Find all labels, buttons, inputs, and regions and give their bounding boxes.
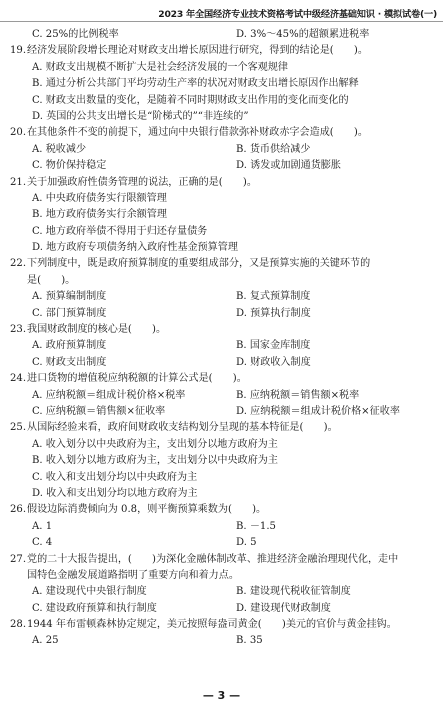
question-number: 19. bbox=[10, 45, 27, 57]
option-a: A. 1 bbox=[32, 520, 53, 532]
question-number: 20. bbox=[10, 127, 27, 139]
option-a: A. 预算编制制度 bbox=[32, 291, 107, 303]
option-d: D. 财政收入制度 bbox=[236, 356, 311, 368]
option-d: D. 应纳税额＝组成计税价格×征收率 bbox=[236, 405, 400, 417]
option-d: D. 3%～45%的超额累进税率 bbox=[236, 29, 370, 40]
question-number: 22. bbox=[10, 258, 27, 270]
question-number: 23. bbox=[10, 324, 27, 336]
option-a: A. 财政支出规模不断扩大是社会经济发展的一个客观规律 bbox=[32, 61, 288, 73]
option-a: A. 25 bbox=[32, 635, 59, 647]
question-number: 25. bbox=[10, 422, 27, 434]
page-number: — 3 — bbox=[202, 689, 241, 702]
question-21 bbox=[10, 175, 438, 257]
question-22 bbox=[10, 256, 438, 322]
question-text: 我国财政制度的核心是( )。 bbox=[27, 324, 167, 336]
question-28 bbox=[10, 617, 438, 650]
option-b: B. 复式预算制度 bbox=[236, 291, 311, 303]
question-23 bbox=[10, 322, 438, 371]
option-b: B. 建设现代税收征管制度 bbox=[236, 586, 351, 598]
option-c: C. 部门预算制度 bbox=[32, 307, 107, 319]
option-d: D. 5 bbox=[236, 537, 257, 549]
option-c: C. 应纳税额＝销售额×征收率 bbox=[32, 405, 166, 417]
question-text: 在其他条件不变的前提下，通过向中央银行借款弥补财政赤字会造成( )。 bbox=[27, 127, 368, 139]
option-d: D. 英国的公共支出增长是“阶梯式的”“非连续的” bbox=[32, 110, 249, 122]
question-24 bbox=[10, 371, 438, 420]
option-c: C. 4 bbox=[32, 537, 53, 549]
question-27 bbox=[10, 552, 438, 618]
option-b: B. 应纳税额＝销售额×税率 bbox=[236, 389, 360, 401]
option-b: B. －1.5 bbox=[236, 520, 276, 532]
header-divider bbox=[0, 21, 443, 22]
question-number: 21. bbox=[10, 176, 27, 188]
question-stem bbox=[10, 568, 438, 584]
question-stem bbox=[10, 125, 438, 141]
question-stem bbox=[10, 322, 438, 338]
question-stem bbox=[10, 43, 438, 59]
option-a: A. 政府预算制度 bbox=[32, 340, 107, 352]
option-c: C. 建设政府预算和执行制度 bbox=[32, 602, 157, 614]
question-26 bbox=[10, 502, 438, 551]
option-d: D. 建设现代财政制度 bbox=[236, 602, 331, 614]
carry-over-options bbox=[10, 27, 438, 43]
question-stem bbox=[10, 371, 438, 387]
option-d: D. 收入和支出划分均以地方政府为主 bbox=[32, 487, 198, 499]
option-b: B. 通过分析公共部门平均劳动生产率的状况对财政支出增长原因作出解释 bbox=[32, 78, 359, 90]
question-25 bbox=[10, 420, 438, 502]
option-b: B. 收入划分以地方政府为主，支出划分以中央政府为主 bbox=[32, 455, 278, 467]
option-b: B. 地方政府债务实行余额管理 bbox=[32, 209, 167, 221]
question-text: 国特色金融发展道路指明了重要方向和着力点。 bbox=[27, 569, 239, 581]
option-a: A. 应纳税额＝组成计税价格×税率 bbox=[32, 389, 186, 401]
option-b: B. 货币供给减少 bbox=[236, 143, 311, 155]
option-c: C. 财政支出数量的变化，是随着不同时期财政支出作用的变化而变化的 bbox=[32, 94, 349, 106]
question-20 bbox=[10, 125, 438, 174]
question-text: 经济发展阶段增长理论对财政支出增长原因进行研究，得到的结论是( )。 bbox=[27, 45, 368, 57]
question-stem bbox=[10, 256, 438, 272]
question-stem bbox=[10, 420, 438, 436]
question-text: 关于加强政府性债务管理的说法，正确的是( )。 bbox=[27, 176, 257, 188]
option-c: C. 25%的比例税率 bbox=[32, 29, 119, 40]
question-text: 党的二十大报告提出，( )为深化金融体制改革、推进经济金融治理现代化，走中 bbox=[27, 553, 399, 565]
question-stem bbox=[10, 552, 438, 568]
option-b: B. 国家金库制度 bbox=[236, 340, 311, 352]
question-text: 从国际经验来看，政府间财政收支结构划分呈现的基本特征是( )。 bbox=[27, 422, 338, 434]
question-number: 28. bbox=[10, 619, 27, 631]
page-header: 2023 年全国经济专业技术资格考试中级经济基础知识 · 模拟试卷(一) bbox=[158, 9, 437, 20]
option-a: A. 中央政府债务实行限额管理 bbox=[32, 192, 167, 204]
option-a: A. 税收减少 bbox=[32, 143, 87, 155]
question-text: 进口货物的增值税应纳税额的计算公式是( )。 bbox=[27, 373, 247, 385]
option-a: A. 收入划分以中央政府为主，支出划分以地方政府为主 bbox=[32, 438, 278, 450]
option-d: D. 诱发或加剧通货膨胀 bbox=[236, 160, 341, 172]
question-number: 24. bbox=[10, 373, 27, 385]
question-text: 下列制度中，既是政府预算制度的重要组成部分，又是预算实施的关键环节的 bbox=[27, 258, 371, 270]
question-19 bbox=[10, 43, 438, 125]
question-text: 1944 年布雷顿森林协定规定，美元按照每盎司黄金( )美元的官价与黄金挂钩。 bbox=[27, 619, 397, 631]
option-c: C. 收入和支出划分均以中央政府为主 bbox=[32, 471, 198, 483]
question-stem bbox=[10, 502, 438, 518]
option-c: C. 地方政府举债不得用于归还存量债务 bbox=[32, 225, 208, 237]
question-text: 假设边际消费倾向为 0.8，则平衡预算乘数为( )。 bbox=[27, 504, 267, 516]
question-stem bbox=[10, 617, 438, 633]
option-c: C. 物价保持稳定 bbox=[32, 160, 107, 172]
question-number: 27. bbox=[10, 553, 27, 565]
question-content bbox=[10, 27, 438, 650]
option-c: C. 财政支出制度 bbox=[32, 356, 107, 368]
question-stem bbox=[10, 175, 438, 191]
option-a: A. 建设现代中央银行制度 bbox=[32, 586, 147, 598]
option-d: D. 地方政府专项债务纳入政府性基金预算管理 bbox=[32, 242, 238, 254]
question-text: 是( )。 bbox=[27, 274, 76, 286]
question-stem bbox=[10, 273, 438, 289]
question-number: 26. bbox=[10, 504, 27, 516]
option-d: D. 预算执行制度 bbox=[236, 307, 311, 319]
option-b: B. 35 bbox=[236, 635, 263, 647]
